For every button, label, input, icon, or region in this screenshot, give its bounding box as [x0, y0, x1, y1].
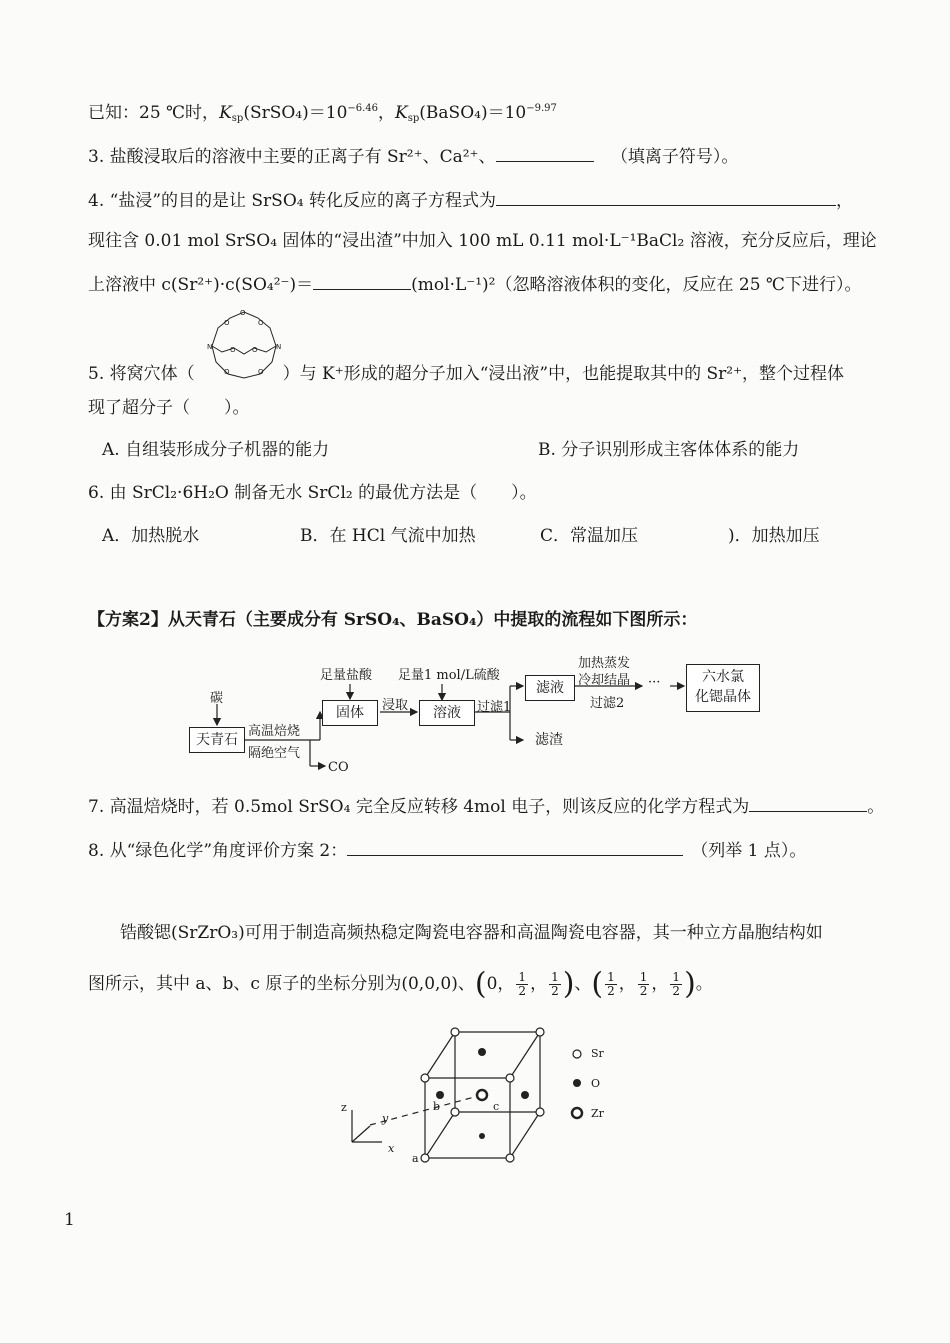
- flow-leach-label: 浸取: [382, 698, 409, 713]
- svg-text:O: O: [258, 319, 264, 327]
- legend-o: O: [591, 1077, 601, 1090]
- flow-filter2-label: 过滤2: [590, 696, 625, 711]
- question-4-line-2: 现往含 0.01 mol SrSO₄ 固体的“浸出渣”中加入 100 mL 0.11 mol·L⁻¹BaCl₂ 溶液，充分反应后，理论: [88, 231, 877, 251]
- legend-sr: Sr: [591, 1047, 604, 1060]
- q7-equation-blank[interactable]: [749, 797, 867, 812]
- q6-option-b[interactable]: B．在 HCl 气流中加热: [300, 526, 476, 546]
- zirconate-line-1: 锆酸锶(SrZrO₃)可用于制造高频热稳定陶瓷电容器和高温陶瓷电容器，其一种立方晶胞结构如: [120, 923, 823, 943]
- question-4-line-1: 4. “盐浸”的目的是让 SrSO₄ 转化反应的离子方程式为 ，: [88, 191, 853, 211]
- flow-solid-box: 固体: [322, 700, 378, 726]
- svg-text:N: N: [207, 343, 213, 351]
- question-3: 3. 盐酸浸取后的溶液中主要的正离子有 Sr²⁺、Ca²⁺、 （填离子符号）。: [88, 147, 739, 167]
- svg-text:O: O: [224, 368, 230, 376]
- q8-answer-blank[interactable]: [347, 841, 683, 856]
- svg-text:O: O: [230, 346, 236, 354]
- flow-filtrate-box: 滤液: [525, 675, 575, 701]
- question-6: 6. 由 SrCl₂·6H₂O 制备无水 SrCl₂ 的最优方法是（ ）。: [88, 483, 537, 503]
- flow-product-box: 六水氯 化锶晶体: [686, 664, 760, 712]
- question-8: 8. 从“绿色化学”角度评价方案 2： （列举 1 点）。: [88, 841, 807, 861]
- flow-h2so4-label: 足量1 mol/L硫酸: [398, 668, 500, 683]
- plan-2-title: 【方案2】从天青石（主要成分有 SrSO₄、BaSO₄）中提取的流程如下图所示：: [88, 610, 698, 630]
- svg-text:O: O: [252, 346, 258, 354]
- flow-residue-label: 滤渣: [535, 732, 563, 748]
- flow-solution-box: 溶液: [419, 700, 475, 726]
- axis-x-label: x: [388, 1142, 395, 1155]
- svg-text:O: O: [240, 309, 246, 317]
- question-5-line-2: 现了超分子（ ）。: [88, 398, 250, 418]
- atom-c-label: c: [493, 1100, 500, 1113]
- flow-ellipsis: ···: [648, 675, 661, 690]
- question-4-line-3: 上溶液中 c(Sr²⁺)·c(SO₄²⁻)＝ (mol·L⁻¹)²（忽略溶液体积的变化，反应在 25 ℃下进行）。: [88, 275, 862, 295]
- flow-roast-label: 高温焙烧: [248, 724, 301, 739]
- legend-markers: [568, 1044, 588, 1124]
- known-line: 已知：25 ℃时，$K_{sp}(SrSO_4)=10^{-6.46}$，$K_{sp}(BaSO_4)=10^{-9.97}$: [88, 103, 557, 124]
- zirconate-line-2: 图所示，其中 a、b、c 原子的坐标分别为(0,0,0)、(0， $\frac{1}{2}$ ， $\frac{1}{2}$ )、( $\frac{1}{2}$ ， $\frac{1}{2}$ ， $\frac{1}{2}$ )。: [88, 966, 713, 1002]
- flow-celestite-box: 天青石: [189, 727, 245, 753]
- q6-option-a[interactable]: A．加热脱水: [102, 526, 200, 546]
- axis-z-label: z: [341, 1101, 347, 1114]
- flow-evaporate-label: 加热蒸发: [578, 656, 631, 671]
- q6-option-d[interactable]: )．加热加压: [728, 526, 820, 546]
- flow-carbon-label: 碳: [210, 691, 224, 706]
- q3-answer-blank[interactable]: [496, 147, 594, 162]
- q4-equation-blank[interactable]: [496, 191, 836, 206]
- legend-zr: Zr: [591, 1107, 604, 1120]
- atom-b-label: b: [433, 1100, 441, 1113]
- q5-option-b[interactable]: B. 分子识别形成主客体体系的能力: [538, 440, 800, 460]
- axis-y-label: y: [382, 1112, 389, 1125]
- question-7: 7. 高温焙烧时，若 0.5mol SrSO₄ 完全反应转移 4mol 电子，则该反应的化学方程式为 。: [88, 797, 885, 817]
- flow-co-label: CO: [328, 760, 349, 775]
- q5-option-a[interactable]: A. 自组装形成分子机器的能力: [102, 440, 330, 460]
- flow-hcl-label: 足量盐酸: [320, 668, 373, 683]
- atom-a-label: a: [412, 1152, 419, 1165]
- flow-no-air-label: 隔绝空气: [248, 746, 301, 761]
- flow-filter1-label: 过滤1: [477, 700, 512, 715]
- svg-text:O: O: [224, 319, 230, 327]
- flow-crystallize-label: 冷却结晶: [578, 673, 631, 688]
- q6-option-c[interactable]: C．常温加压: [540, 526, 639, 546]
- svg-text:O: O: [258, 368, 264, 376]
- page-number: 1: [64, 1210, 75, 1230]
- q4-product-blank[interactable]: [313, 275, 411, 290]
- svg-text:N: N: [276, 343, 282, 351]
- question-5-line-1: 5. 将窝穴体（ ）与 K⁺形成的超分子加入“浸出液”中，也能提取其中的 Sr²⁺，整个过程体: [88, 364, 845, 384]
